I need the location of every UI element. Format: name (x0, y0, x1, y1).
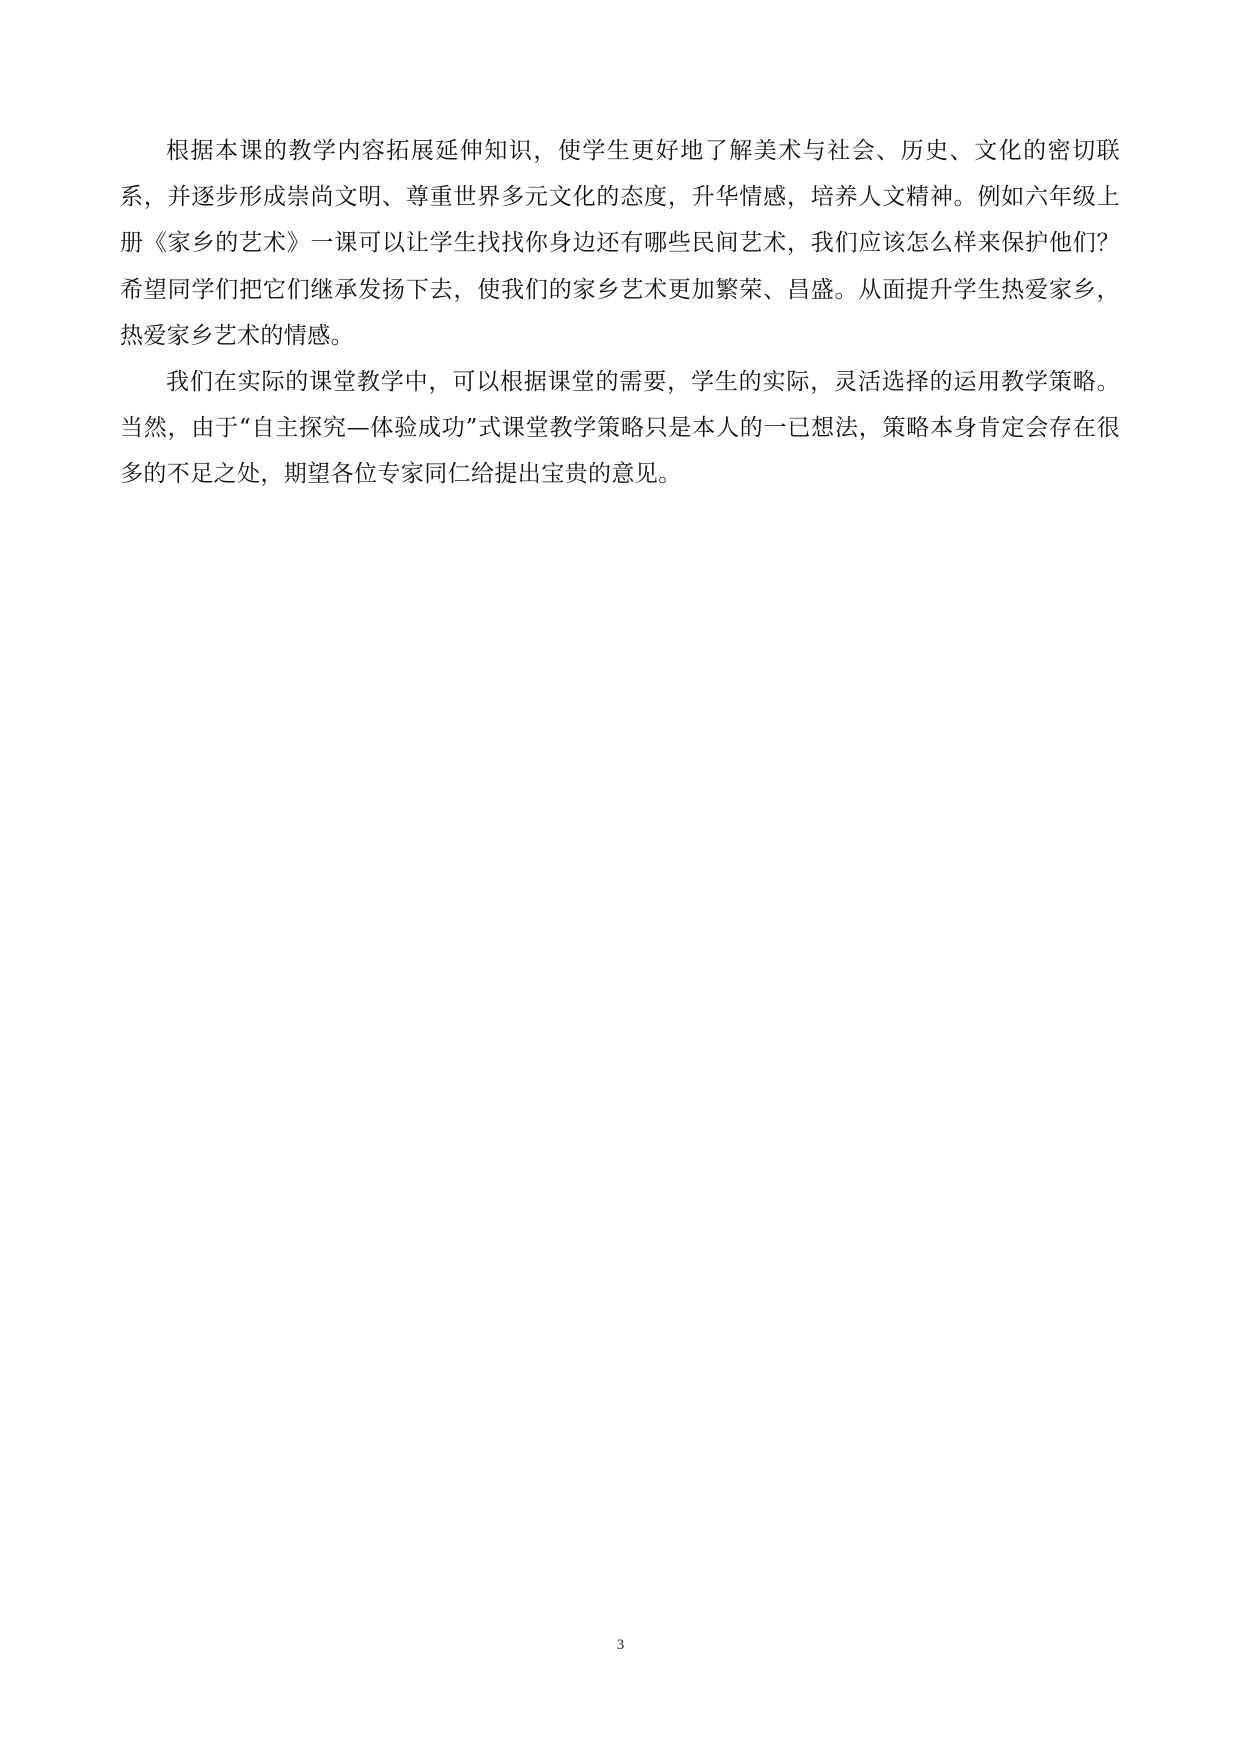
paragraph-1: 根据本课的教学内容拓展延伸知识，使学生更好地了解美术与社会、历史、文化的密切联系，并逐步形成崇尚文明、尊重世界多元文化的态度，升华情感，培养人文精神。例如六年级上册《家乡的艺术》一课可以让学生找找你身边还有哪些民间艺术，我们应该怎么样来保护他们？希望同学们把它们继承发扬下去，使我们的家乡艺术更加繁荣、昌盛。从面提升学生热爱家乡，热爱家乡艺术的情感。 (120, 138, 1120, 349)
paragraph-2: 我们在实际的课堂教学中，可以根据课堂的需要，学生的实际，灵活选择的运用教学策略。当然，由于“自主探究—体验成功”式课堂教学策略只是本人的一已想法，策略本身肯定会存在很多的不足之处，期望各位专家同仁给提出宝贵的意见。 (120, 369, 1120, 488)
page-number: 3 (616, 1637, 625, 1653)
body-text (120, 128, 1120, 498)
